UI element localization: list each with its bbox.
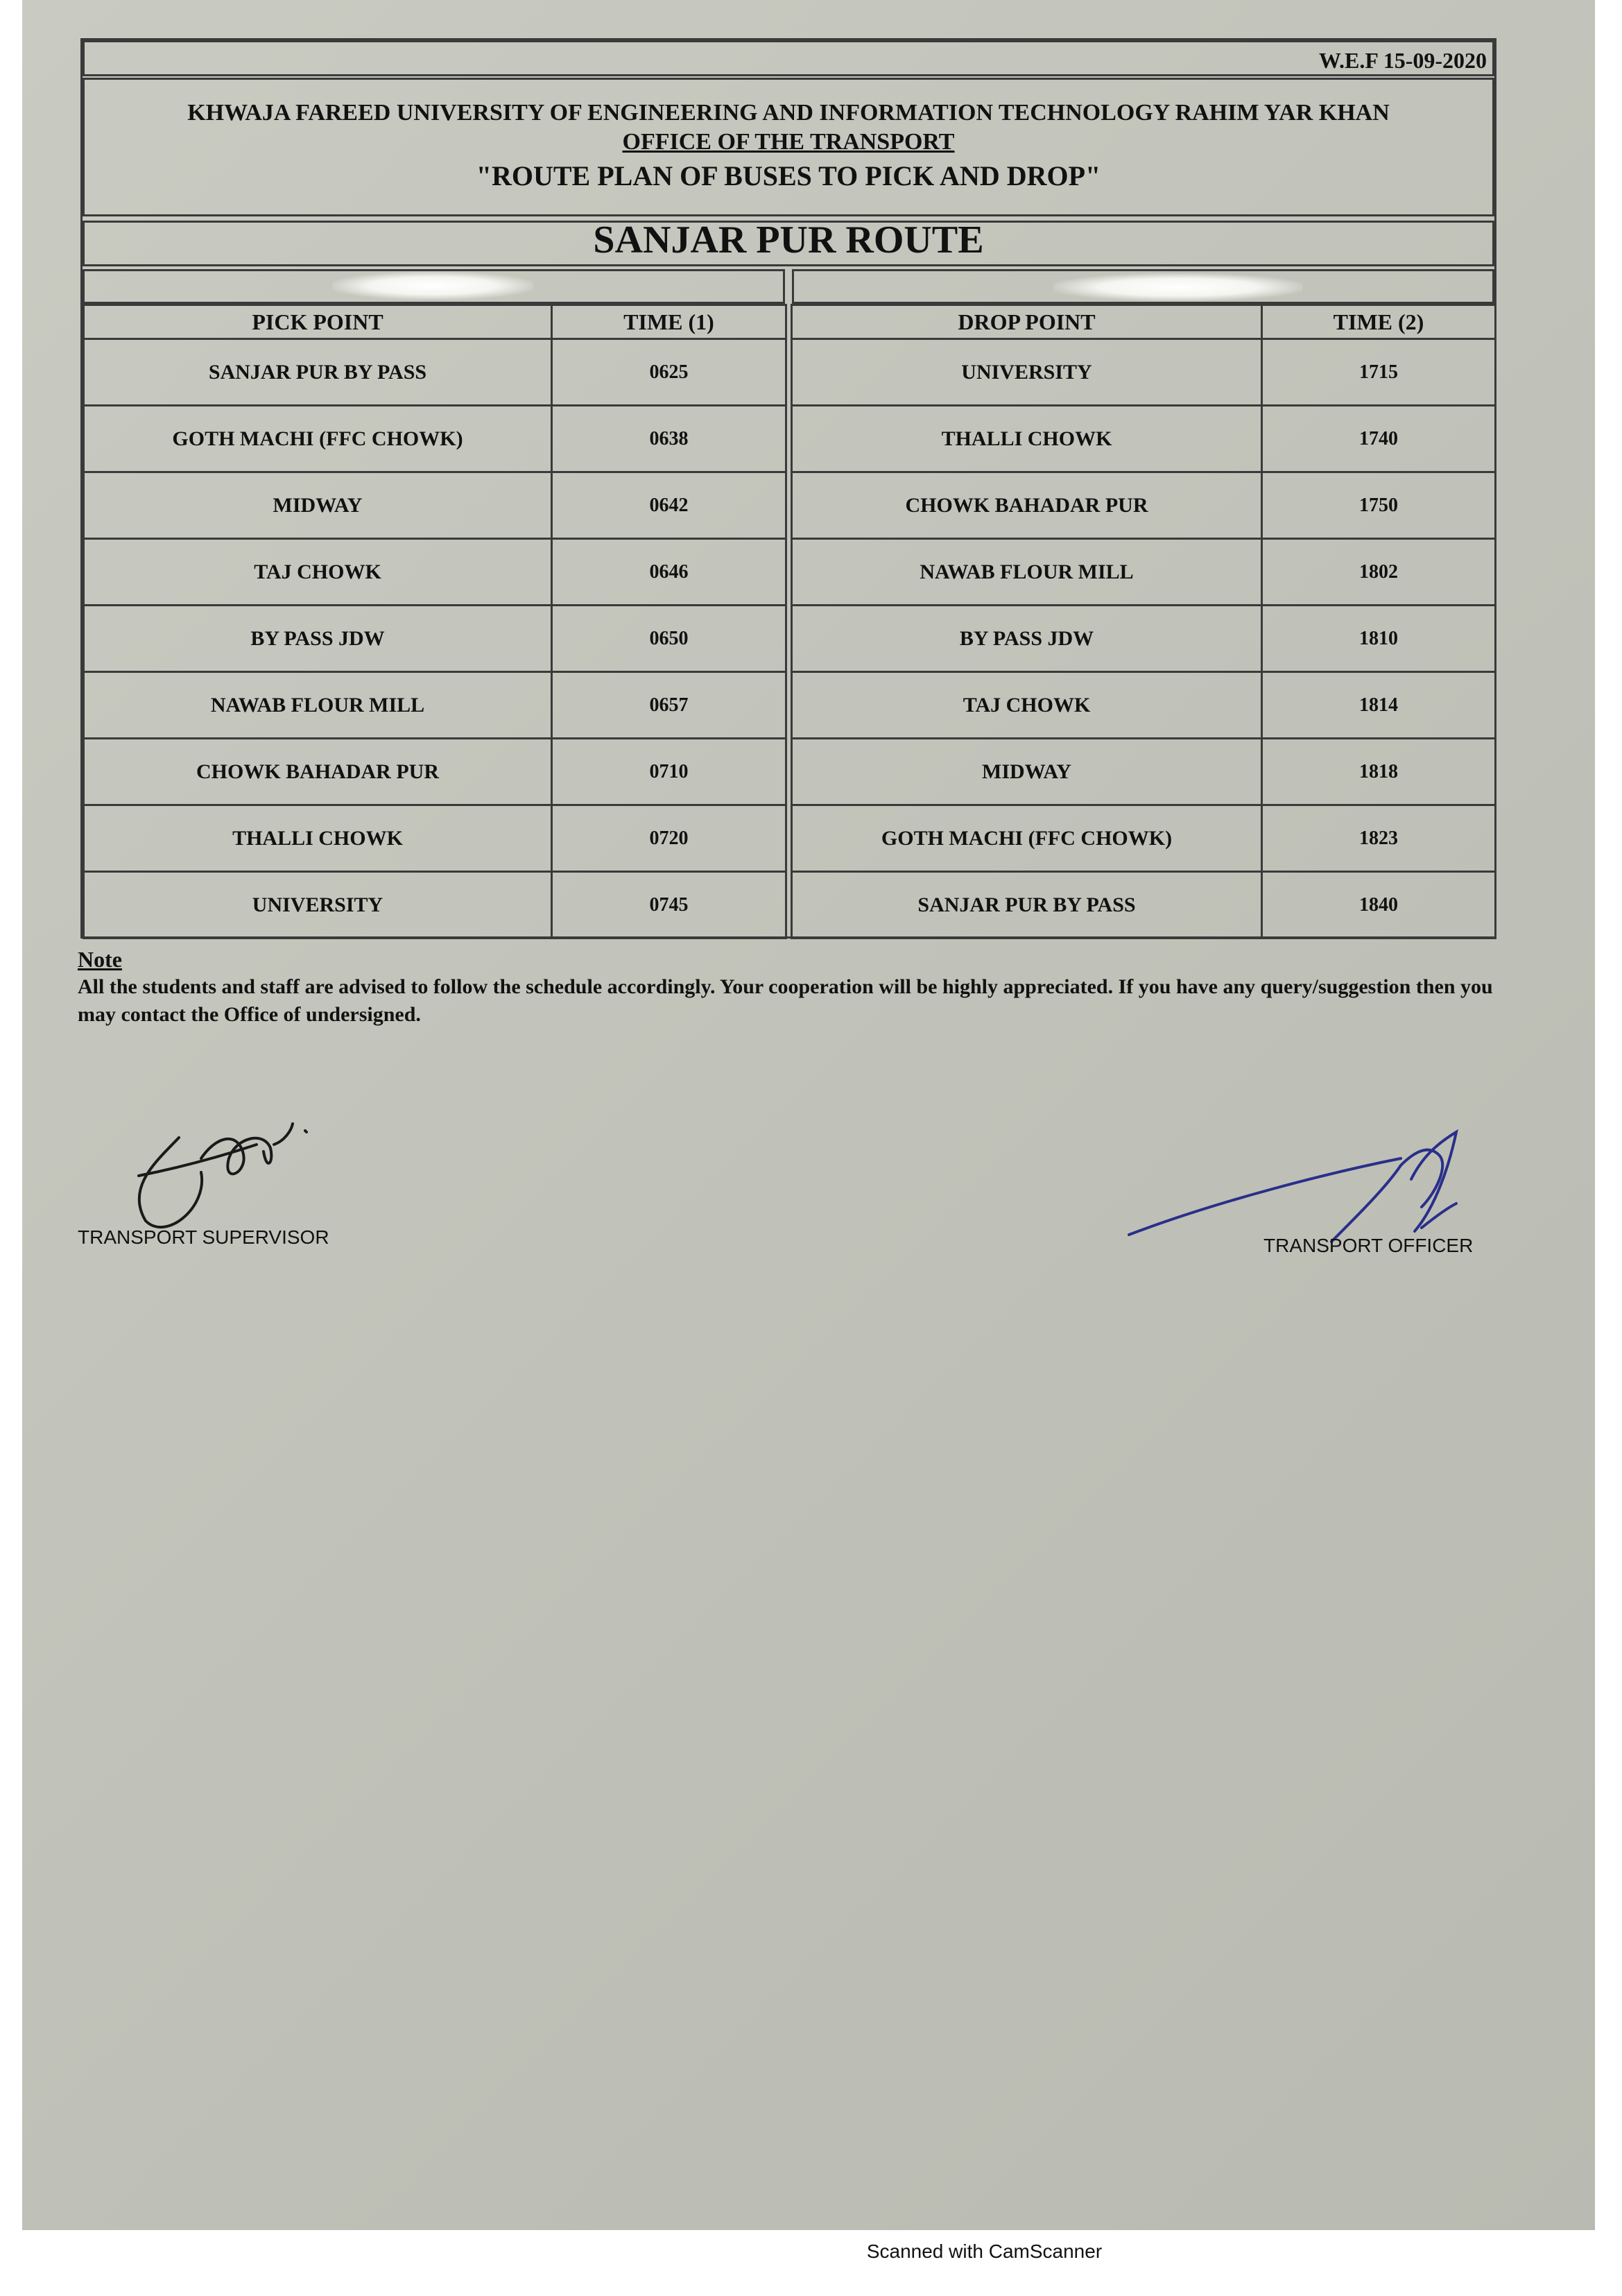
column-gap [786,539,792,606]
pick-point-cell: MIDWAY [84,472,552,539]
office-name: OFFICE OF THE TRANSPORT [622,129,955,155]
time2-cell: 1740 [1262,406,1496,472]
time2-cell: 1715 [1262,339,1496,406]
table-header-row [84,305,1496,339]
time1-cell: 0710 [552,739,786,805]
pick-point-cell: UNIVERSITY [84,872,552,939]
officer-label: TRANSPORT OFFICER [1263,1235,1474,1256]
column-header: TIME (2) [1262,305,1496,339]
redacted-mark [332,272,533,300]
drop-point-cell: MIDWAY [792,739,1262,805]
time1-cell: 0646 [552,539,786,606]
note-title: Note [78,947,122,972]
time1-cell: 0650 [552,606,786,672]
time1-cell: 0720 [552,805,786,872]
column-gap [786,805,792,872]
drop-point-cell: THALLI CHOWK [792,406,1262,472]
pick-point-cell: TAJ CHOWK [84,539,552,606]
column-header: TIME (1) [552,305,786,339]
route-table [83,304,1496,939]
table-row [84,472,1496,539]
column-gap [786,305,792,339]
time1-cell: 0625 [552,339,786,406]
university-name: KHWAJA FAREED UNIVERSITY OF ENGINEERING AND INFORMATION TECHNOLOGY RAHIM YAR KHAN [187,100,1390,126]
time2-cell: 1810 [1262,606,1496,672]
drop-point-cell: UNIVERSITY [792,339,1262,406]
table-row [84,606,1496,672]
supervisor-signature [97,1110,319,1235]
pick-point-cell: SANJAR PUR BY PASS [84,339,552,406]
pick-point-cell: GOTH MACHI (FFC CHOWK) [84,406,552,472]
note-section [78,945,1506,1029]
time2-cell: 1750 [1262,472,1496,539]
column-gap [786,339,792,406]
time1-cell: 0642 [552,472,786,539]
table-row [84,805,1496,872]
time2-cell: 1840 [1262,872,1496,939]
drop-point-cell: NAWAB FLOUR MILL [792,539,1262,606]
table-row [84,739,1496,805]
table-row [84,339,1496,406]
column-gap [786,472,792,539]
pick-point-cell: CHOWK BAHADAR PUR [84,739,552,805]
time2-cell: 1818 [1262,739,1496,805]
route-plan-frame [80,38,1496,939]
plan-title: "ROUTE PLAN OF BUSES TO PICK AND DROP" [476,160,1101,191]
pick-point-cell: BY PASS JDW [84,606,552,672]
route-title: SANJAR PUR ROUTE [593,219,984,262]
pick-point-cell: NAWAB FLOUR MILL [84,672,552,739]
wef-date: W.E.F 15-09-2020 [1318,48,1487,73]
pick-point-cell: THALLI CHOWK [84,805,552,872]
time2-cell: 1802 [1262,539,1496,606]
redacted-mark [1053,273,1303,301]
drop-point-cell: CHOWK BAHADAR PUR [792,472,1262,539]
time2-cell: 1823 [1262,805,1496,872]
table-row [84,406,1496,472]
drop-point-cell: TAJ CHOWK [792,672,1262,739]
column-header: PICK POINT [84,305,552,339]
time1-cell: 0657 [552,672,786,739]
time2-cell: 1814 [1262,672,1496,739]
table-row [84,539,1496,606]
column-gap [786,672,792,739]
supervisor-label: TRANSPORT SUPERVISOR [78,1226,329,1248]
table-row [84,872,1496,939]
column-gap [786,739,792,805]
column-gap [786,606,792,672]
drop-point-cell: BY PASS JDW [792,606,1262,672]
column-header: DROP POINT [792,305,1262,339]
officer-signature [1123,1124,1470,1249]
note-text: All the students and staff are advised to follow the schedule accordingly. Your cooperation will be highly appreciated. If you have any query/suggestion then you may contact the Office of undersigned. [78,975,1493,1026]
time1-cell: 0745 [552,872,786,939]
column-gap [786,406,792,472]
drop-point-cell: GOTH MACHI (FFC CHOWK) [792,805,1262,872]
column-gap [786,872,792,939]
wef-box [83,40,1494,76]
scanner-watermark: Scanned with CamScanner [866,2241,1103,2262]
table-row [84,672,1496,739]
time1-cell: 0638 [552,406,786,472]
drop-point-cell: SANJAR PUR BY PASS [792,872,1262,939]
